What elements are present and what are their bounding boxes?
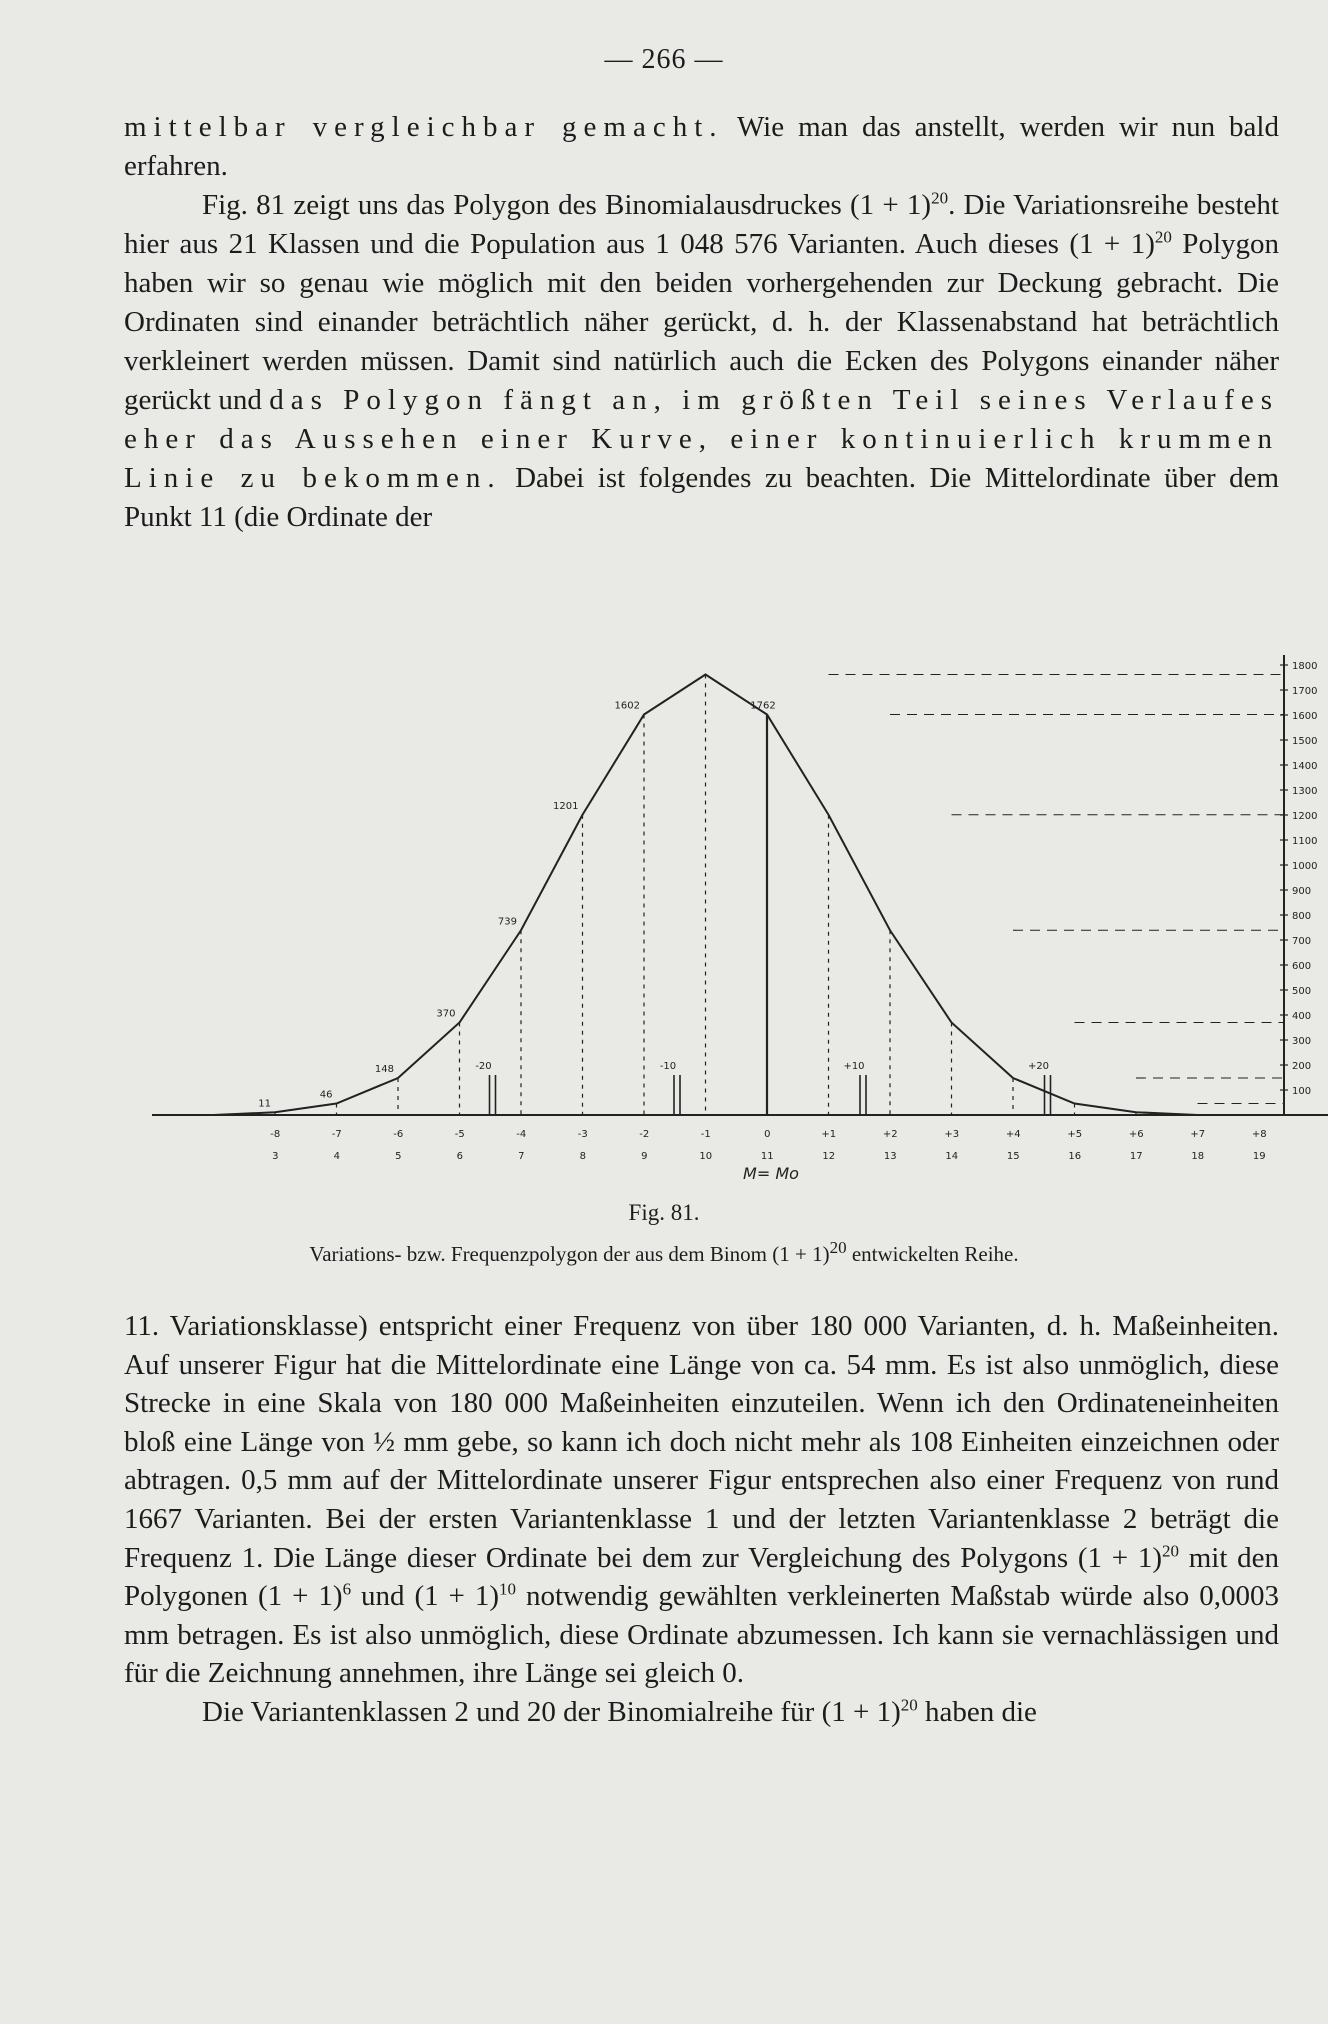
- scale-small-tick-label: 300: [1292, 1036, 1312, 1047]
- exponent: 20: [1154, 227, 1172, 247]
- scale-small-tick-label: 1800: [1292, 661, 1318, 672]
- frequency-point-label: 46: [319, 1089, 333, 1101]
- emphasis-text: mittelbar vergleichbar gemacht.: [124, 111, 724, 143]
- page-number: — 266 —: [604, 44, 724, 75]
- text-run: haben die: [917, 1695, 1037, 1728]
- comparison-bar-label: +20: [1027, 1061, 1050, 1072]
- scale-small-tick-label: 1600: [1292, 711, 1318, 722]
- exponent: 20: [829, 1238, 847, 1257]
- deviation-tick-label: +7: [1190, 1129, 1206, 1140]
- class-tick-label: 5: [395, 1151, 402, 1162]
- text-run: Fig. 81 zeigt uns das Polygon des Binomialausdruckes (1 + 1): [202, 189, 932, 221]
- text-run: 11. Variationsklasse) entspricht einer Frequenz von über 180 000 Varianten, d. h. Maßeinheiten. Auf unserer Figur hat die Mittelordinate eine Länge von ca. 54 mm. Es ist also unmöglich, diese Strecke in eine Skala von 180 000 Maßeinheiten einzuteilen. Wenn ich den Ordinateneinheiten bloß eine Länge von ½ mm gebe, so kann ich doch nicht mehr als 108 Einheiten einzeichnen oder abtragen. 0,5 mm auf der Mittelordinate unserer Figur entsprechen also einer Frequenz von rund 1667 Varianten. Bei der ersten Variantenklasse 1 und der letzten Variantenklasse 2 beträgt die Frequenz 1. Die Länge dieser Ordinate bei dem zur Vergleichung des Polygons (1 + 1): [124, 1310, 1279, 1574]
- frequency-point-label: 1762: [750, 700, 776, 712]
- scale-small-tick-label: 500: [1292, 986, 1312, 997]
- deviation-tick-label: -2: [639, 1129, 650, 1140]
- exponent: 10: [499, 1579, 517, 1599]
- scale-small-tick-label: 1100: [1292, 836, 1318, 847]
- figure-81: [140, 595, 1318, 1195]
- scale-small-tick-label: 1500: [1292, 736, 1318, 747]
- frequency-point-label: 739: [497, 916, 517, 928]
- comparison-bar-label: -10: [659, 1061, 677, 1072]
- deviation-tick-label: -6: [393, 1129, 404, 1140]
- class-tick-label: 17: [1129, 1151, 1143, 1162]
- class-tick-label: 13: [883, 1151, 897, 1162]
- deviation-tick-label: -1: [700, 1129, 711, 1140]
- text-run: Dabei ist folgendes zu beachten. Die Mittelordinate über dem Punkt 11 (die Ordinate der: [124, 462, 1280, 533]
- frequency-point-label: 1201: [553, 800, 579, 812]
- scale-small-tick-label: 100: [1292, 1086, 1312, 1097]
- class-tick-label: 15: [1006, 1151, 1020, 1162]
- body-text-top: [124, 108, 1279, 537]
- exponent: 20: [931, 188, 949, 208]
- caption-text: Variations- bzw. Frequenzpolygon der aus dem Binom (1 + 1): [309, 1242, 830, 1266]
- mode-axis-label: M= Mo: [743, 1164, 799, 1183]
- deviation-tick-label: +8: [1251, 1129, 1267, 1140]
- scale-small-tick-label: 1400: [1292, 761, 1318, 772]
- deviation-tick-label: +5: [1067, 1129, 1083, 1140]
- text-run: Die Variantenklassen 2 und 20 der Binomialreihe für (1 + 1): [202, 1695, 901, 1728]
- text-run: notwendig gewählten verkleinerten Maßstab würde also 0,0003 mm betragen. Es ist also unmöglich, diese Ordinate abzumessen. Ich kann sie vernachlässigen und für die Zeichnung annehmen, ihre Länge sei gleich 0.: [124, 1580, 1279, 1690]
- comparison-bar-label: -20: [475, 1061, 492, 1072]
- exponent: 20: [1162, 1540, 1180, 1560]
- exponent: 20: [900, 1695, 918, 1715]
- exponent: 6: [342, 1579, 352, 1599]
- scale-small-tick-label: 700: [1292, 936, 1312, 947]
- class-tick-label: 9: [641, 1151, 648, 1162]
- text-run: Wie man das anstellt, werden wir nun bald erfahren.: [124, 111, 1279, 182]
- scale-small-tick-label: 200: [1292, 1061, 1312, 1072]
- text-run: und (1 + 1): [351, 1580, 500, 1613]
- deviation-tick-label: 0: [764, 1129, 771, 1140]
- class-tick-label: 14: [945, 1151, 959, 1162]
- class-tick-label: 12: [822, 1151, 836, 1162]
- frequency-point-label: 370: [436, 1008, 456, 1020]
- text-run: . Die Variationsreihe besteht hier aus 21 Klassen und die Population aus 1 048 576 Varianten. Auch dieses (1 + 1): [124, 189, 1279, 260]
- deviation-tick-label: -4: [516, 1129, 527, 1140]
- body-text-bottom: [124, 1307, 1279, 1732]
- deviation-tick-label: +4: [1005, 1129, 1021, 1140]
- frequency-point-label: 148: [374, 1064, 394, 1075]
- scale-small-tick-label: 1200: [1292, 811, 1318, 822]
- frequency-polygon-chart: [140, 595, 1318, 1195]
- scale-small-tick-label: 1700: [1292, 686, 1318, 697]
- deviation-tick-label: +6: [1128, 1129, 1144, 1140]
- class-tick-label: 18: [1191, 1151, 1205, 1162]
- frequency-point-label: 1602: [614, 700, 640, 712]
- class-tick-label: 19: [1252, 1151, 1266, 1162]
- figure-label: Fig. 81.: [628, 1200, 700, 1225]
- deviation-tick-label: -5: [454, 1129, 465, 1140]
- figure-caption: [0, 1238, 1328, 1267]
- class-tick-label: 11: [760, 1151, 774, 1162]
- deviation-tick-label: -8: [270, 1129, 281, 1140]
- deviation-tick-label: +2: [882, 1129, 898, 1140]
- scale-small-tick-label: 900: [1292, 886, 1312, 897]
- text-run: mit den Polygonen (1 + 1): [124, 1541, 1279, 1613]
- frequency-polygon-line: [152, 675, 1328, 1116]
- deviation-tick-label: -7: [331, 1129, 342, 1140]
- deviation-tick-label: +1: [821, 1129, 837, 1140]
- scale-small-tick-label: 1000: [1292, 861, 1318, 872]
- class-tick-label: 10: [699, 1151, 713, 1162]
- emphasis-text: das Polygon fängt an, im größten Teil seines Verlaufes eher das Aussehen einer Kurve, einer kontinuierlich krummen Linie zu bekommen.: [124, 384, 1279, 494]
- caption-text: entwickelten Reihe.: [846, 1242, 1019, 1266]
- scale-small-tick-label: 1300: [1292, 786, 1318, 797]
- class-tick-label: 16: [1068, 1151, 1082, 1162]
- scale-small-tick-label: 600: [1292, 961, 1312, 972]
- class-tick-label: 6: [456, 1151, 463, 1162]
- class-tick-label: 8: [579, 1151, 586, 1162]
- comparison-bar-label: +10: [843, 1061, 865, 1072]
- class-tick-label: 4: [333, 1151, 340, 1162]
- text-run: Polygon haben wir so genau wie möglich mit den beiden vorhergehenden zur Deckung gebracht. Die Ordinaten sind einander beträchtlich näher gerückt, d. h. der Klassenabstand hat beträchtlich verkleinert werden müssen. Damit sind natürlich auch die Ecken des Polygons einander näher gerückt und: [124, 228, 1279, 416]
- deviation-tick-label: +3: [944, 1129, 960, 1140]
- class-tick-label: 7: [518, 1151, 525, 1162]
- scale-small-tick-label: 800: [1292, 911, 1312, 922]
- frequency-point-label: 11: [258, 1098, 271, 1110]
- deviation-tick-label: -3: [577, 1129, 588, 1140]
- class-tick-label: 3: [272, 1151, 279, 1162]
- scale-small-tick-label: 400: [1292, 1011, 1312, 1022]
